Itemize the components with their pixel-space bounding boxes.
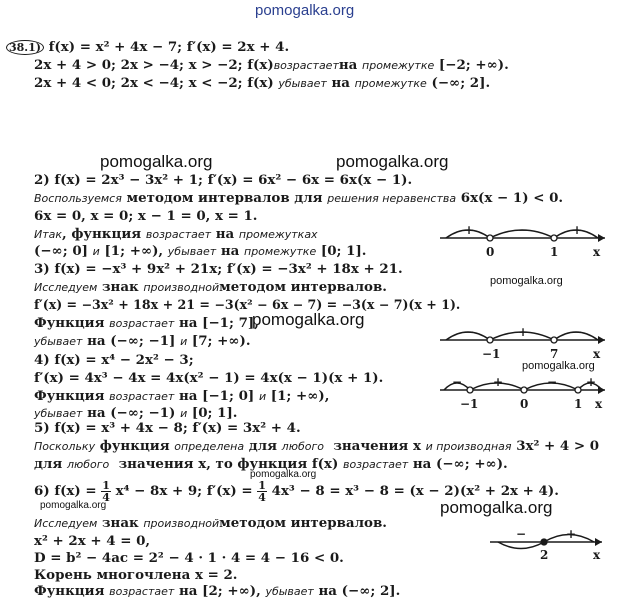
watermark-top: pomogalka.org (255, 2, 355, 19)
text: методом интервалов. (219, 279, 387, 295)
axis-label: x (593, 245, 601, 259)
text: на [−1; 7], (178, 315, 259, 331)
axis-label: x (595, 397, 603, 411)
text: 2x + 4 > 0; 2x > −4; x > −2; f(x) (34, 57, 274, 73)
text: на (−∞; −1] (87, 333, 176, 349)
handwritten-text: любого (66, 458, 110, 471)
text: Функция (34, 315, 105, 331)
interval-point (551, 235, 557, 241)
point-label: −1 (460, 397, 479, 411)
handwritten-text: и (92, 245, 100, 258)
sign-label: − (518, 223, 529, 237)
problem-4-line-1: 4) f(x) = x⁴ − 2x² − 3; (34, 352, 194, 368)
text: 2x + 4 < 0; 2x < −4; x < −2; f(x) (34, 75, 274, 91)
text: методом интервалов. (219, 515, 387, 531)
handwritten-text: возрастает (145, 228, 212, 241)
handwritten-text: убывает (34, 335, 83, 348)
handwritten-text: любого (281, 440, 324, 453)
text: [−2; +∞). (438, 57, 509, 73)
watermark: pomogalka.org (252, 310, 365, 329)
sign-label: + (566, 527, 577, 541)
handwritten-text: и (180, 335, 188, 348)
interval-point (467, 387, 473, 393)
denominator: 4 (102, 491, 110, 504)
sign-label: − (452, 375, 463, 389)
interval-point (575, 387, 581, 393)
problem-4-line-3 (34, 388, 329, 405)
sign-label: + (586, 375, 597, 389)
point-label: 1 (550, 245, 559, 259)
handwritten-text: Воспользуемся (34, 192, 122, 205)
text: на (−∞; −1) (87, 405, 176, 421)
sign-label: − (572, 325, 583, 339)
text: 3x² + 4 > 0 (516, 438, 600, 454)
problem-5-line-1: 5) f(x) = x³ + 4x − 8; f′(x) = 3x² + 4. (34, 420, 301, 436)
handwritten-text: промежутке (354, 77, 427, 90)
problem-2-line-5 (34, 243, 366, 260)
text: 6x(x − 1) < 0. (460, 190, 564, 206)
text: [7; +∞). (191, 333, 251, 349)
problem-3-line-5 (34, 333, 251, 350)
interval-point (541, 539, 547, 545)
text: [0; 1]. (320, 243, 367, 259)
handwritten-text: определена (174, 440, 245, 453)
watermark: pomogalka.org (100, 152, 213, 171)
problem-1-line-2 (34, 57, 509, 74)
problem-3-line-4 (34, 315, 259, 332)
handwritten-text: производной (143, 517, 220, 530)
problem-6-line-1 (34, 480, 559, 503)
handwritten-text: убывает (265, 585, 314, 598)
text: [1; +∞), (104, 243, 164, 259)
handwritten-text: убывает (34, 407, 83, 420)
problem-1-line-3 (34, 75, 490, 92)
watermark: pomogalka.org (250, 469, 317, 480)
text: функция (99, 438, 170, 454)
text: значения x (333, 438, 421, 454)
text: , функция (62, 226, 142, 242)
interval-point (487, 235, 493, 241)
text: на (220, 243, 240, 259)
handwritten-text: промежутке (362, 59, 435, 72)
axis-label: x (593, 548, 601, 562)
handwritten-text: возрастает (343, 458, 409, 471)
interval-point (487, 337, 493, 343)
point-label: −1 (482, 347, 501, 361)
watermark: pomogalka.org (490, 275, 563, 287)
text: на [−1; 0] (178, 388, 255, 404)
point-label: 0 (520, 397, 529, 411)
text: на (215, 226, 235, 242)
problem-6-line-6 (34, 583, 400, 600)
problem-1-line-1 (6, 39, 289, 55)
equation: f(x) = x² + 4x − 7; f′(x) = 2x + 4. (48, 39, 290, 55)
sign-label: − (547, 375, 558, 389)
handwritten-text: решения неравенства (327, 192, 457, 205)
handwritten-text: промежутке (244, 245, 317, 258)
problem-2-line-4 (34, 226, 318, 243)
handwritten-text: Исследуем (34, 517, 98, 530)
problem-3-line-2 (34, 279, 387, 296)
text: (−∞; 0] (34, 243, 88, 259)
problem-6-line-2 (34, 515, 387, 532)
fraction (101, 480, 111, 503)
numerator: 1 (258, 479, 266, 492)
interval-point (521, 387, 527, 393)
handwritten-text: убывает (278, 77, 327, 90)
problem-6-line-4: D = b² − 4ac = 2² − 4 · 1 · 4 = 4 − 16 < 0. (34, 550, 344, 566)
watermark: pomogalka.org (522, 360, 595, 372)
text: x⁴ − 8x + 9; f′(x) = (115, 483, 253, 499)
text: 6) f(x) = (34, 483, 97, 499)
handwritten-text: возрастает (273, 59, 339, 72)
problem-5-line-2 (34, 438, 599, 455)
sign-diagram-1 (440, 220, 610, 262)
text: [1; +∞), (270, 388, 330, 404)
sign-label: + (572, 223, 583, 237)
handwritten-text: Поскольку (34, 440, 96, 453)
handwritten-text: Исследуем (34, 281, 98, 294)
sign-diagram-2 (440, 322, 610, 364)
text: [0; 1]. (191, 405, 238, 421)
sign-diagram-3 (440, 372, 610, 414)
handwritten-text: возрастает (109, 317, 175, 330)
handwritten-text: и производная (425, 440, 512, 453)
watermark: pomogalka.org (336, 152, 449, 171)
text: знак (101, 515, 139, 531)
text: на (331, 75, 350, 91)
handwritten-text: и (258, 390, 267, 403)
problem-3-line-3: f′(x) = −3x² + 18x + 21 = −3(x² − 6x − 7) = −3(x − 7)(x + 1). (34, 297, 461, 312)
sign-diagram-4 (490, 525, 610, 565)
point-label: 2 (540, 548, 549, 562)
handwritten-text: возрастает (109, 585, 175, 598)
problem-2-line-1: 2) f(x) = 2x³ − 3x² + 1; f′(x) = 6x² − 6x = 6x(x − 1). (34, 172, 413, 188)
arrow-icon (598, 234, 605, 242)
handwritten-text: и (180, 407, 188, 420)
handwritten-text: промежутках (238, 228, 318, 241)
interval-point (551, 337, 557, 343)
handwritten-text: производной (143, 281, 220, 294)
text: на [2; +∞), (178, 583, 261, 599)
problem-6-line-5: Корень многочлена x = 2. (34, 567, 238, 583)
watermark: pomogalka.org (440, 498, 553, 517)
sign-label: + (493, 375, 504, 389)
point-label: 0 (486, 245, 495, 259)
text: на (−∞; +∞). (412, 456, 508, 472)
sign-label: + (518, 325, 529, 339)
text: (−∞; 2]. (431, 75, 491, 91)
text: для (34, 456, 63, 472)
text: Функция (34, 583, 105, 599)
arrow-icon (598, 336, 605, 344)
fraction (257, 480, 267, 503)
handwritten-text: возрастает (109, 390, 175, 403)
text: значения x, то функция f(x) (118, 456, 339, 472)
watermark: pomogalka.org (40, 500, 107, 511)
handwritten-text: убывает (167, 245, 217, 258)
problem-number: 38.1) (6, 40, 44, 55)
text: знак (101, 279, 139, 295)
problem-2-line-3: 6x = 0, x = 0; x − 1 = 0, x = 1. (34, 208, 258, 224)
problem-3-line-1: 3) f(x) = −x³ + 9x² + 21x; f′(x) = −3x² + 18x + 21. (34, 261, 403, 277)
text: для (248, 438, 277, 454)
text: Функция (34, 388, 105, 404)
numerator: 1 (102, 479, 110, 492)
sign-label: − (516, 527, 527, 541)
point-label: 7 (550, 347, 559, 361)
problem-6-line-3: x² + 2x + 4 = 0, (34, 533, 151, 549)
text: на (−∞; 2]. (318, 583, 401, 599)
sign-label: + (464, 223, 475, 237)
problem-4-line-2: f′(x) = 4x³ − 4x = 4x(x² − 1) = 4x(x − 1)(x + 1). (34, 370, 384, 386)
text: методом интервалов для (126, 190, 323, 206)
handwritten-text: Итак (34, 228, 63, 241)
problem-2-line-2 (34, 190, 563, 207)
axis-label: x (593, 347, 601, 361)
arrow-icon (598, 386, 605, 394)
arrow-icon (595, 538, 602, 546)
point-label: 1 (574, 397, 583, 411)
denominator: 4 (258, 491, 266, 504)
sign-label: − (464, 325, 475, 339)
text: 4x³ − 8 = x³ − 8 = (x − 2)(x² + 2x + 4). (271, 483, 559, 499)
text: на (338, 57, 358, 73)
problem-5-line-3 (34, 456, 508, 473)
